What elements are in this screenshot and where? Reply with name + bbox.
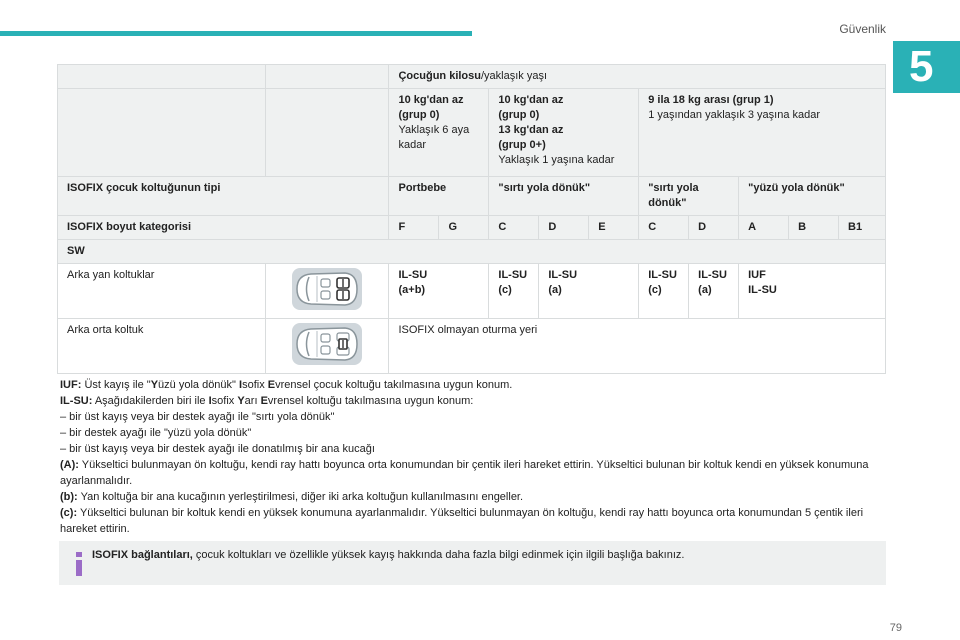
note-bullet: – bir destek ayağı ile "yüzü yola dönük" <box>60 427 252 439</box>
rear-middle-label: Arka orta koltuk <box>58 319 266 374</box>
note-text: Aşağıdakilerden biri ile <box>92 395 209 407</box>
weight-header-cell <box>389 65 886 89</box>
weight-group-text: (grup 0+) <box>498 139 546 151</box>
note-text: sofix <box>211 395 238 407</box>
note-text: Yan koltuğa bir ana kucağının yerleştirilmesi, diğer iki arka koltuğun kullanılmasını engeller. <box>77 491 524 503</box>
table-row-sw <box>58 240 886 264</box>
chapter-badge: 5 <box>893 41 960 93</box>
seat-type-label: ISOFIX çocuk koltuğunun tipi <box>58 177 389 216</box>
empty-cell <box>58 65 266 89</box>
note-b <box>60 489 890 505</box>
table-row-seat-type <box>58 177 886 216</box>
rear-seats-value-5 <box>689 264 739 319</box>
header-accent-bar <box>0 31 472 36</box>
note-letter: E <box>260 395 268 407</box>
info-bold: ISOFIX bağlantıları, <box>92 549 193 561</box>
rear-seat-code: (a) <box>548 284 562 296</box>
rear-seat-code: (a+b) <box>398 284 426 296</box>
info-text <box>92 549 684 561</box>
weight-group-text: 13 kg'dan az <box>498 124 564 136</box>
note-ilsu <box>60 393 890 409</box>
rear-seat-code: IUF <box>748 269 766 281</box>
size-category-value: D <box>539 216 589 240</box>
weight-group-text: 9 ila 18 kg arası (grup 1) <box>648 94 774 106</box>
rear-seat-code: IL-SU <box>698 269 727 281</box>
note-label: (b): <box>60 491 78 503</box>
weight-group-text: 1 yaşından yaklaşık 3 yaşına kadar <box>648 109 821 121</box>
seat-type-value: "yüzü yola dönük" <box>739 177 886 216</box>
note-letter: Y <box>237 395 245 407</box>
info-icon <box>72 552 86 576</box>
note-text: sofix <box>242 379 268 391</box>
seat-type-value: "sırtı yola dönük" <box>639 177 739 216</box>
weight-group-text: (grup 0) <box>498 109 540 121</box>
weight-group-text: 10 kg'dan az <box>498 94 564 106</box>
weight-group-2 <box>489 89 639 177</box>
size-category-value: F <box>389 216 439 240</box>
rear-seats-value-4 <box>639 264 689 319</box>
size-category-value: C <box>489 216 539 240</box>
weight-group-text: Yaklaşık 6 aya <box>398 124 470 136</box>
note-text: üzü yola dönük" <box>158 379 240 391</box>
note-text: Yükseltici bulunmayan ön koltuğu, kendi ray hattı boyunca orta konumundan bir çentik ileri hareket ettirin. Yükseltici bulunan bir koltuk kendi en yüksek konumuna ayarlanmalıdır. <box>60 459 869 487</box>
note-text: Üst kayış ile " <box>81 379 151 391</box>
note-letter: I <box>239 379 243 391</box>
isofix-table <box>57 64 886 374</box>
table-row-rear-seats <box>58 264 886 319</box>
legend-notes <box>60 377 890 537</box>
note-text: Yükseltici bulunan bir koltuk kendi en yüksek konumuna ayarlanmalıdır. Yükseltici bulunmayan ön koltuğu, kendi ray hattı boyunca orta konumundan 5 çentik ileri hareket ettirin. <box>60 507 864 535</box>
rear-seat-code: (a) <box>698 284 712 296</box>
car-top-view-rear-seats-icon <box>291 267 363 311</box>
seat-type-value: Portbebe <box>389 177 489 216</box>
note-label: (c): <box>60 507 78 519</box>
note-text: vrensel koltuğu takılmasına uygun konum: <box>267 395 474 407</box>
table-row-size-category <box>58 216 886 240</box>
weight-header-rest: /yaklaşık yaşı <box>480 70 548 82</box>
note-text: arı <box>244 395 261 407</box>
rear-seat-code: (c) <box>498 284 512 296</box>
note-bullet: – bir üst kayış veya bir destek ayağı ile donatılmış bir ana kucağı <box>60 443 375 455</box>
weight-group-text: (grup 0) <box>398 109 440 121</box>
seat-type-value: "sırtı yola dönük" <box>489 177 639 216</box>
rear-seat-code: IL-SU <box>498 269 528 281</box>
rear-seat-code: IL-SU <box>648 269 677 281</box>
note-c <box>60 505 890 537</box>
rear-seats-label: Arka yan koltuklar <box>58 264 266 319</box>
weight-group-3 <box>639 89 886 177</box>
table-row-weight-groups <box>58 89 886 177</box>
rear-seats-value-3 <box>539 264 639 319</box>
note-iuf <box>60 377 890 393</box>
rear-seats-value-6 <box>739 264 886 319</box>
weight-group-text: Yaklaşık 1 yaşına kadar <box>498 154 615 166</box>
note-letter: E <box>267 379 276 391</box>
empty-cell <box>265 65 389 89</box>
weight-group-text: kadar <box>398 139 427 151</box>
section-title: Güvenlik <box>839 22 886 36</box>
rear-seats-image <box>265 264 389 319</box>
table-row-rear-middle <box>58 319 886 374</box>
page-number: 79 <box>889 622 902 634</box>
rear-seat-code: IL-SU <box>748 284 777 296</box>
rear-seats-value-2 <box>489 264 539 319</box>
size-category-value: B1 <box>839 216 886 240</box>
note-label: IUF: <box>60 379 82 391</box>
sw-label: SW <box>58 240 886 264</box>
empty-cell <box>265 89 389 177</box>
rear-seat-code: IL-SU <box>398 269 428 281</box>
note-letter: I <box>208 395 212 407</box>
note-text: vrensel çocuk koltuğu takılmasına uygun konum. <box>275 379 513 391</box>
weight-group-text: 10 kg'dan az <box>398 94 464 106</box>
note-label: (A): <box>60 459 79 471</box>
note-a <box>60 457 890 489</box>
car-top-view-middle-seat-icon <box>291 322 363 366</box>
note-bullet: – bir üst kayış veya bir destek ayağı ile "sırtı yola dönük" <box>60 411 335 423</box>
info-box <box>59 541 886 585</box>
size-category-label: ISOFIX boyut kategorisi <box>58 216 389 240</box>
note-letter: Y <box>150 379 159 391</box>
size-category-value: A <box>739 216 789 240</box>
rear-middle-image <box>265 319 389 374</box>
rear-seat-code: (c) <box>648 284 662 296</box>
info-body: çocuk koltukları ve özellikle yüksek kayış hakkında daha fazla bilgi edinmek için ilgili başlığa bakınız. <box>192 549 685 561</box>
empty-cell <box>58 89 266 177</box>
rear-seats-value-1 <box>389 264 489 319</box>
table-row-weight-header <box>58 65 886 89</box>
rear-middle-value: ISOFIX olmayan oturma yeri <box>389 319 886 374</box>
size-category-value: D <box>689 216 739 240</box>
size-category-value: G <box>439 216 489 240</box>
size-category-value: B <box>789 216 839 240</box>
weight-header-bold: Çocuğun kilosu <box>398 70 481 82</box>
rear-seat-code: IL-SU <box>548 269 578 281</box>
note-label: IL-SU: <box>60 395 93 407</box>
size-category-value: E <box>589 216 639 240</box>
weight-group-1 <box>389 89 489 177</box>
size-category-value: C <box>639 216 689 240</box>
